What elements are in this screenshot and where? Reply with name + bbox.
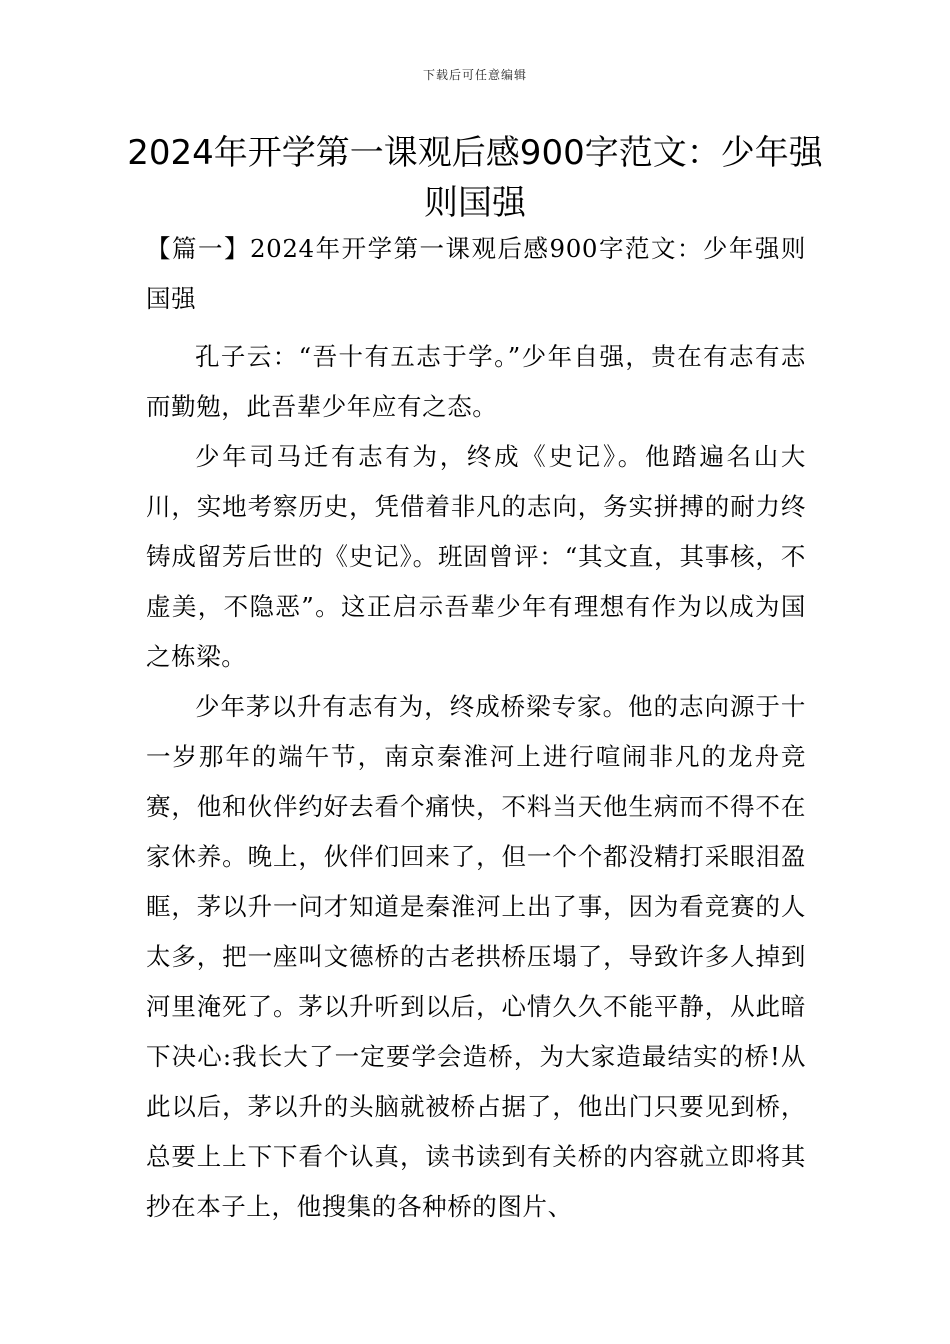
paragraph-confucius: 孔子云：“吾十有五志于学。”少年自强，贵在有志有志而勤勉，此吾辈少年应有之态。	[146, 342, 806, 421]
paragraph-sima-qian: 少年司马迁有志有为，终成《史记》。他踏遍名山大川，实地考察历史，凭借着非凡的志向，务实拼搏的耐力终铸成留芳后世的《史记》。班固曾评：“其文直，其事核，不虚美，不隐恶”。这正启示吾辈少年有理想有作为以成为国之栋梁。	[146, 442, 806, 671]
document-body	[146, 224, 806, 1232]
paragraph-mao-yisheng: 少年茅以升有志有为，终成桥梁专家。他的志向源于十一岁那年的端午节，南京秦淮河上进行喧闹非凡的龙舟竞赛，他和伙伴约好去看个痛快，不料当天他生病而不得不在家休养。晚上，伙伴们回来了，但一个个都没精打采眼泪盈眶，茅以升一问才知道是秦淮河上出了事，因为看竞赛的人太多，把一座叫文德桥的古老拱桥压塌了，导致许多人掉到河里淹死了。茅以升听到以后，心情久久不能平静，从此暗下决心:我长大了一定要学会造桥，为大家造最结实的桥!从此以后，茅以升的头脑就被桥占据了，他出门只要见到桥，总要上上下下看个认真，读书读到有关桥的内容就立即将其抄在本子上，他搜集的各种桥的图片、	[146, 692, 806, 1221]
section-heading: 【篇一】2024年开学第一课观后感900字范文：少年强则国强	[146, 234, 806, 313]
document-title: 2024年开学第一课观后感900字范文：少年强则国强	[127, 133, 823, 223]
header-note: 下载后可任意编辑	[422, 68, 527, 82]
